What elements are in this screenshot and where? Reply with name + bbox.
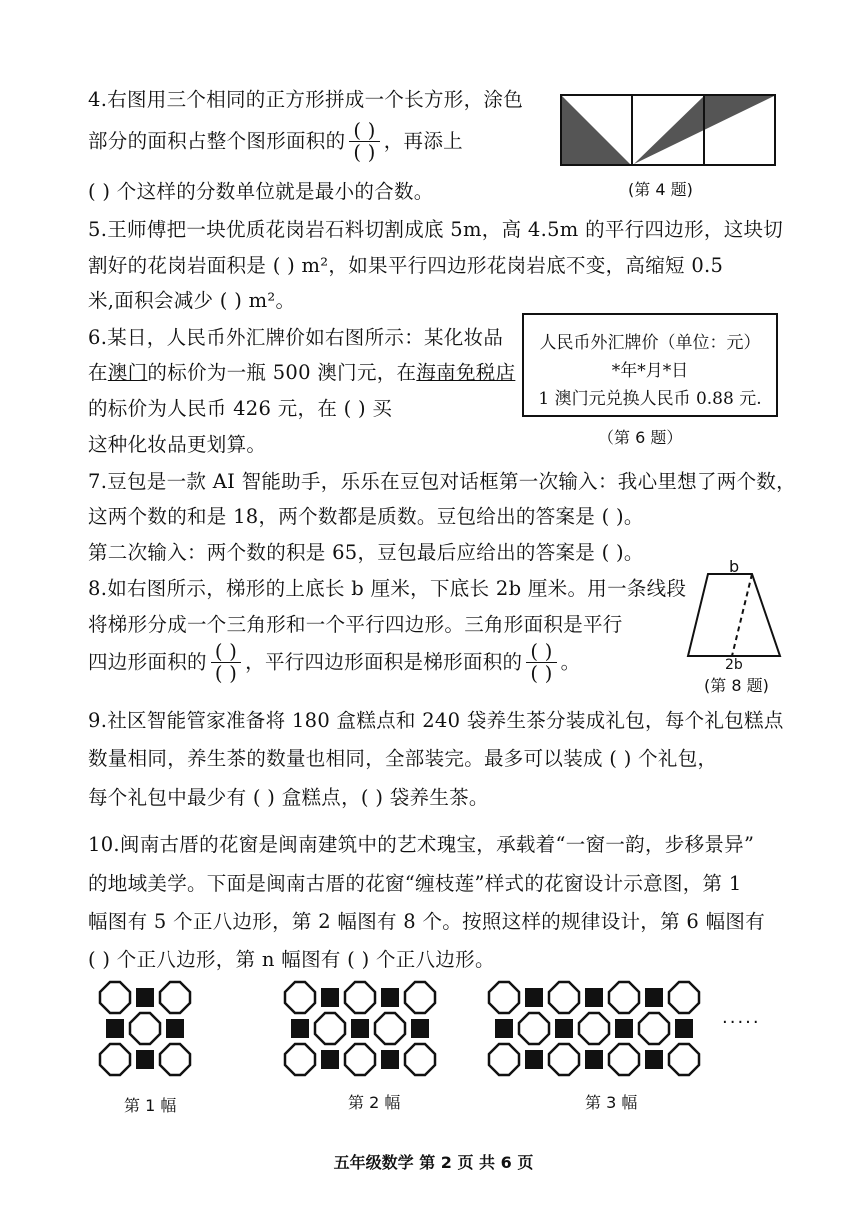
q8-line3-post: 。 bbox=[560, 650, 581, 674]
q10-line2: 的地域美学。下面是闽南古厝的花窗“缠枝莲”样式的花窗设计示意图，第 1 bbox=[88, 872, 742, 895]
q9-line3: 每个礼包中最少有 ( ) 盒糕点，( ) 袋养生茶。 bbox=[88, 786, 489, 809]
black-square bbox=[136, 988, 154, 1007]
q4-line2-pre: 部分的面积占整个图形面积的 bbox=[88, 129, 346, 153]
black-square bbox=[381, 1050, 399, 1069]
q5-line3: 米,面积会减少 ( ) m²。 bbox=[88, 289, 296, 312]
black-square bbox=[645, 988, 663, 1007]
q10-line3: 幅图有 5 个正八边形，第 2 幅图有 8 个。按照这样的规律设计，第 6 幅图有 bbox=[88, 910, 766, 933]
q7-line2: 这两个数的和是 18，两个数都是质数。豆包给出的答案是 ( )。 bbox=[88, 505, 644, 528]
black-square bbox=[585, 1050, 603, 1069]
q10-fig1-label: 第 1 幅 bbox=[124, 1096, 177, 1115]
q4-frac-den: ( ) bbox=[353, 141, 376, 165]
q4-figure bbox=[560, 94, 776, 166]
octagon bbox=[639, 1013, 669, 1044]
q8-caption: (第 8 题) bbox=[704, 676, 769, 695]
black-square bbox=[585, 988, 603, 1007]
octagon bbox=[345, 982, 375, 1013]
octagon bbox=[405, 1044, 435, 1075]
q6-line3: 的标价为人民币 426 元，在 ( ) 买 bbox=[88, 397, 393, 420]
black-square bbox=[615, 1019, 633, 1038]
q4-line3: ( ) 个这样的分数单位就是最小的合数。 bbox=[88, 180, 434, 203]
octagon bbox=[669, 1044, 699, 1075]
octagon bbox=[669, 982, 699, 1013]
octagon bbox=[345, 1044, 375, 1075]
black-square bbox=[525, 1050, 543, 1069]
octagon bbox=[405, 982, 435, 1013]
black-square bbox=[136, 1050, 154, 1069]
q4-frac-num: ( ) bbox=[349, 120, 379, 142]
q5-line2: 割好的花岗岩面积是 ( ) m²，如果平行四边形花岗岩底不变，高缩短 0.5 bbox=[88, 254, 724, 277]
q6-board-title: 人民币外汇牌价（单位：元） bbox=[539, 333, 761, 353]
octagon bbox=[489, 982, 519, 1013]
q10-figure-1 bbox=[98, 980, 194, 1078]
q6-exchange-rate-board bbox=[522, 313, 778, 417]
octagon bbox=[579, 1013, 609, 1044]
q4-caption: (第 4 题) bbox=[628, 180, 693, 199]
q6-board-rate: 1 澳门元兑换人民币 0.88 元. bbox=[538, 389, 762, 409]
black-square bbox=[555, 1019, 573, 1038]
black-square bbox=[351, 1019, 369, 1038]
q6-board-date: *年*月*日 bbox=[611, 361, 689, 381]
octagon bbox=[285, 982, 315, 1013]
black-square bbox=[495, 1019, 513, 1038]
octagon bbox=[549, 982, 579, 1013]
octagon bbox=[609, 1044, 639, 1075]
q6-macau: 澳门 bbox=[107, 361, 148, 384]
q6-line2 bbox=[88, 357, 515, 385]
black-square bbox=[106, 1019, 124, 1038]
q8-line2: 将梯形分成一个三角形和一个平行四边形。三角形面积是平行 bbox=[88, 613, 623, 636]
q8-line1: 8.如右图所示，梯形的上底长 b 厘米，下底长 2b 厘米。用一条线段 bbox=[88, 577, 687, 600]
q10-ellipsis: ····· bbox=[722, 1012, 761, 1033]
octagon bbox=[609, 982, 639, 1013]
black-square bbox=[525, 988, 543, 1007]
q8-frac1-num: ( ) bbox=[211, 641, 241, 663]
q6-line1: 6.某日，人民币外汇牌价如右图所示：某化妆品 bbox=[88, 326, 504, 349]
octagon bbox=[315, 1013, 345, 1044]
black-square bbox=[645, 1050, 663, 1069]
q4-shaded-triangle-left bbox=[562, 96, 630, 164]
q6-hainan: 海南免税店 bbox=[416, 361, 516, 384]
octagon bbox=[100, 1044, 130, 1075]
q8-line3-mid: ，平行四边形面积是梯形面积的 bbox=[245, 650, 523, 674]
q10-fig2-label: 第 2 幅 bbox=[348, 1093, 401, 1112]
black-square bbox=[381, 988, 399, 1007]
octagon bbox=[160, 982, 190, 1013]
q10-line4: ( ) 个正八边形，第 n 幅图有 ( ) 个正八边形。 bbox=[88, 948, 495, 971]
octagon bbox=[285, 1044, 315, 1075]
black-square bbox=[675, 1019, 693, 1038]
q8-line3 bbox=[88, 641, 580, 685]
octagon bbox=[130, 1013, 160, 1044]
q8-fraction-2 bbox=[526, 641, 556, 685]
q4-line2-post: ，再添上 bbox=[383, 129, 463, 153]
octagon bbox=[160, 1044, 190, 1075]
q8-frac1-den: ( ) bbox=[214, 662, 238, 686]
q9-line1: 9.社区智能管家准备将 180 盒糕点和 240 袋养生茶分装成礼包，每个礼包糕点 bbox=[88, 709, 784, 732]
q4-line1: 4.右图用三个相同的正方形拼成一个长方形，涂色 bbox=[88, 88, 524, 111]
q8-fraction-1 bbox=[211, 641, 241, 685]
black-square bbox=[166, 1019, 184, 1038]
q6-line4: 这种化妆品更划算。 bbox=[88, 433, 267, 456]
page-footer: 五年级数学 第 2 页 共 6 页 bbox=[333, 1153, 534, 1172]
q10-fig3-label: 第 3 幅 bbox=[585, 1093, 638, 1112]
black-square bbox=[321, 988, 339, 1007]
q4-fraction bbox=[349, 120, 379, 164]
octagon bbox=[375, 1013, 405, 1044]
black-square bbox=[291, 1019, 309, 1038]
q8-line3-pre: 四边形面积的 bbox=[88, 650, 207, 674]
q10-figure-3 bbox=[487, 980, 701, 1078]
q10-figure-2 bbox=[283, 980, 439, 1078]
q7-line1: 7.豆包是一款 AI 智能助手，乐乐在豆包对话框第一次输入：我心里想了两个数， bbox=[88, 470, 796, 493]
octagon bbox=[100, 982, 130, 1013]
q5-line1: 5.王师傅把一块优质花岗岩石料切割成底 5m，高 4.5m 的平行四边形，这块切 bbox=[88, 218, 784, 241]
q8-bottom-label: 2b bbox=[725, 657, 743, 673]
q4-line2 bbox=[88, 120, 463, 164]
q6-line2-pre: 在 bbox=[88, 361, 108, 384]
q6-line2-mid: 的标价为一瓶 500 澳门元，在 bbox=[147, 361, 417, 384]
q8-frac2-den: ( ) bbox=[530, 662, 553, 686]
octagon bbox=[489, 1044, 519, 1075]
q8-frac2-num: ( ) bbox=[526, 641, 556, 663]
black-square bbox=[411, 1019, 429, 1038]
q7-line3: 第二次输入：两个数的积是 65，豆包最后应给出的答案是 ( )。 bbox=[88, 541, 644, 564]
q8-top-label: b bbox=[729, 557, 740, 576]
q9-line2: 数量相同，养生茶的数量也相同，全部装完。最多可以装成 ( ) 个礼包， bbox=[88, 747, 718, 770]
octagon bbox=[549, 1044, 579, 1075]
q10-line1: 10.闽南古厝的花窗是闽南建筑中的艺术瑰宝，承载着“一窗一韵，步移景异” bbox=[88, 833, 755, 856]
octagon bbox=[519, 1013, 549, 1044]
black-square bbox=[321, 1050, 339, 1069]
q6-caption: （第 6 题） bbox=[598, 428, 683, 447]
